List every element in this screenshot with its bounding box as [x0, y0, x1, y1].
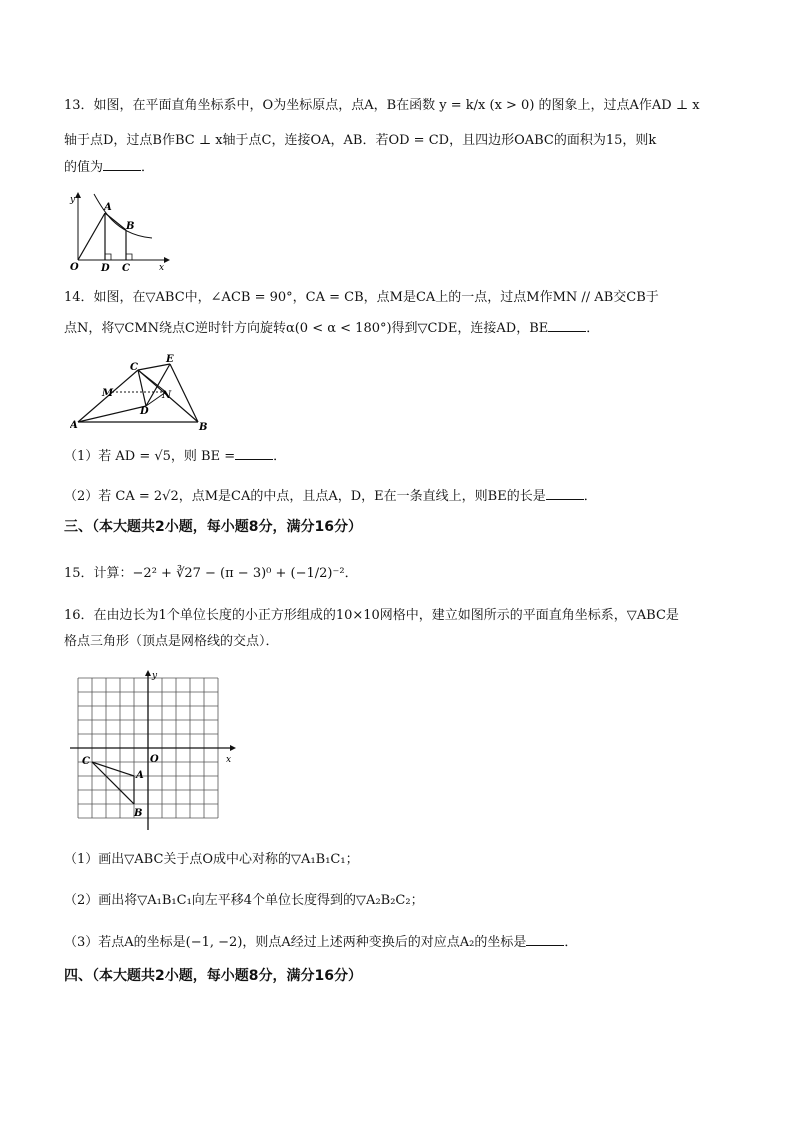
q13-line3-text: 的值为 — [64, 160, 104, 175]
q16-fig-y: y — [152, 671, 158, 681]
section-3-heading: 三、（本大题共2小题，每小题8分，满分16分） — [64, 519, 362, 535]
q14-fig-N: N — [162, 390, 172, 401]
q14-line1: 14．如图，在▽ABC中，∠ACB = 90°，CA = CB，点M是CA上的一点，过点M作MN // AB交CB于 — [64, 290, 659, 305]
q14-sub1: （1）若 AD = √5，则 BE = ． — [64, 449, 287, 464]
answer-blank — [235, 447, 273, 460]
q13-fig-B: B — [126, 221, 135, 232]
answer-blank — [546, 487, 584, 500]
q13-fig-C: C — [122, 263, 130, 274]
q14-sub2: （2）若 CA = 2√2，点M是CA的中点，且点A，D，E在一条直线上，则BE的长是 ． — [64, 489, 597, 504]
q13-fig-y: y — [70, 195, 76, 205]
q16-fig-O: O — [150, 754, 159, 765]
q13-fig-O: O — [70, 262, 79, 273]
q13-fig-A: A — [104, 202, 112, 213]
q13-fig-x: x — [159, 263, 165, 273]
q14-figure — [70, 350, 210, 432]
q16-fig-A: A — [136, 770, 144, 781]
q16-sub3-text: （3）若点A的坐标是(−1, −2)，则点A经过上述两种变换后的对应点A₂的坐标是 — [64, 935, 527, 950]
q14-line2-text: 点N，将▽CMN绕点C逆时针方向旋转α(0 < α < 180°)得到▽CDE，连接AD，BE — [64, 321, 549, 336]
q14-line2: 点N，将▽CMN绕点C逆时针方向旋转α(0 < α < 180°)得到▽CDE，连接AD，BE ． — [64, 321, 600, 336]
section-4-heading: 四、（本大题共2小题，每小题8分，满分16分） — [64, 968, 362, 984]
q16-sub1: （1）画出▽ABC关于点O成中心对称的▽A₁B₁C₁； — [64, 852, 359, 867]
q16-line1: 16．在由边长为1个单位长度的小正方形组成的10×10网格中，建立如图所示的平面直角坐标系，▽ABC是 — [64, 608, 679, 623]
q16-fig-C: C — [82, 756, 90, 767]
q14-sub2-text: （2）若 CA = 2√2，点M是CA的中点，且点A，D，E在一条直线上，则BE的长是 — [64, 489, 546, 504]
q14-fig-C: C — [130, 362, 138, 373]
q16-sub2: （2）画出将▽A₁B₁C₁向左平移4个单位长度得到的▽A₂B₂C₂； — [64, 893, 424, 908]
q13-line3: 的值为 ． — [64, 160, 155, 175]
q13-line2: 轴于点D，过点B作BC ⊥ x轴于点C，连接OA，AB．若OD = CD，且四边形OABC的面积为15，则k — [64, 133, 657, 148]
q16-sub3: （3）若点A的坐标是(−1, −2)，则点A经过上述两种变换后的对应点A₂的坐标是 ． — [64, 935, 578, 950]
answer-blank — [548, 319, 586, 332]
q16-fig-x: x — [226, 755, 232, 765]
answer-blank — [103, 158, 141, 171]
q13-line1: 13．如图，在平面直角坐标系中，O为坐标原点，点A，B在函数 y = k/x (x > 0) 的图象上，过点A作AD ⊥ x — [64, 98, 700, 113]
q16-fig-B: B — [134, 808, 143, 819]
answer-blank — [526, 933, 564, 946]
q15-expression: 15．计算：−2² + ∛27 − (π − 3)⁰ + (−1/2)⁻²． — [64, 566, 358, 581]
q13-fig-D: D — [101, 263, 110, 274]
q14-fig-B: B — [199, 422, 208, 432]
q14-fig-E: E — [166, 354, 174, 365]
q14-sub1-text: （1）若 AD = √5，则 BE = — [64, 449, 236, 464]
q14-fig-D: D — [140, 406, 149, 417]
q13-figure — [62, 190, 172, 274]
q16-line2: 格点三角形（顶点是网格线的交点）． — [64, 634, 279, 649]
q14-fig-A: A — [70, 420, 78, 431]
q14-fig-M: M — [102, 388, 114, 399]
q16-grid-figure — [66, 668, 238, 830]
